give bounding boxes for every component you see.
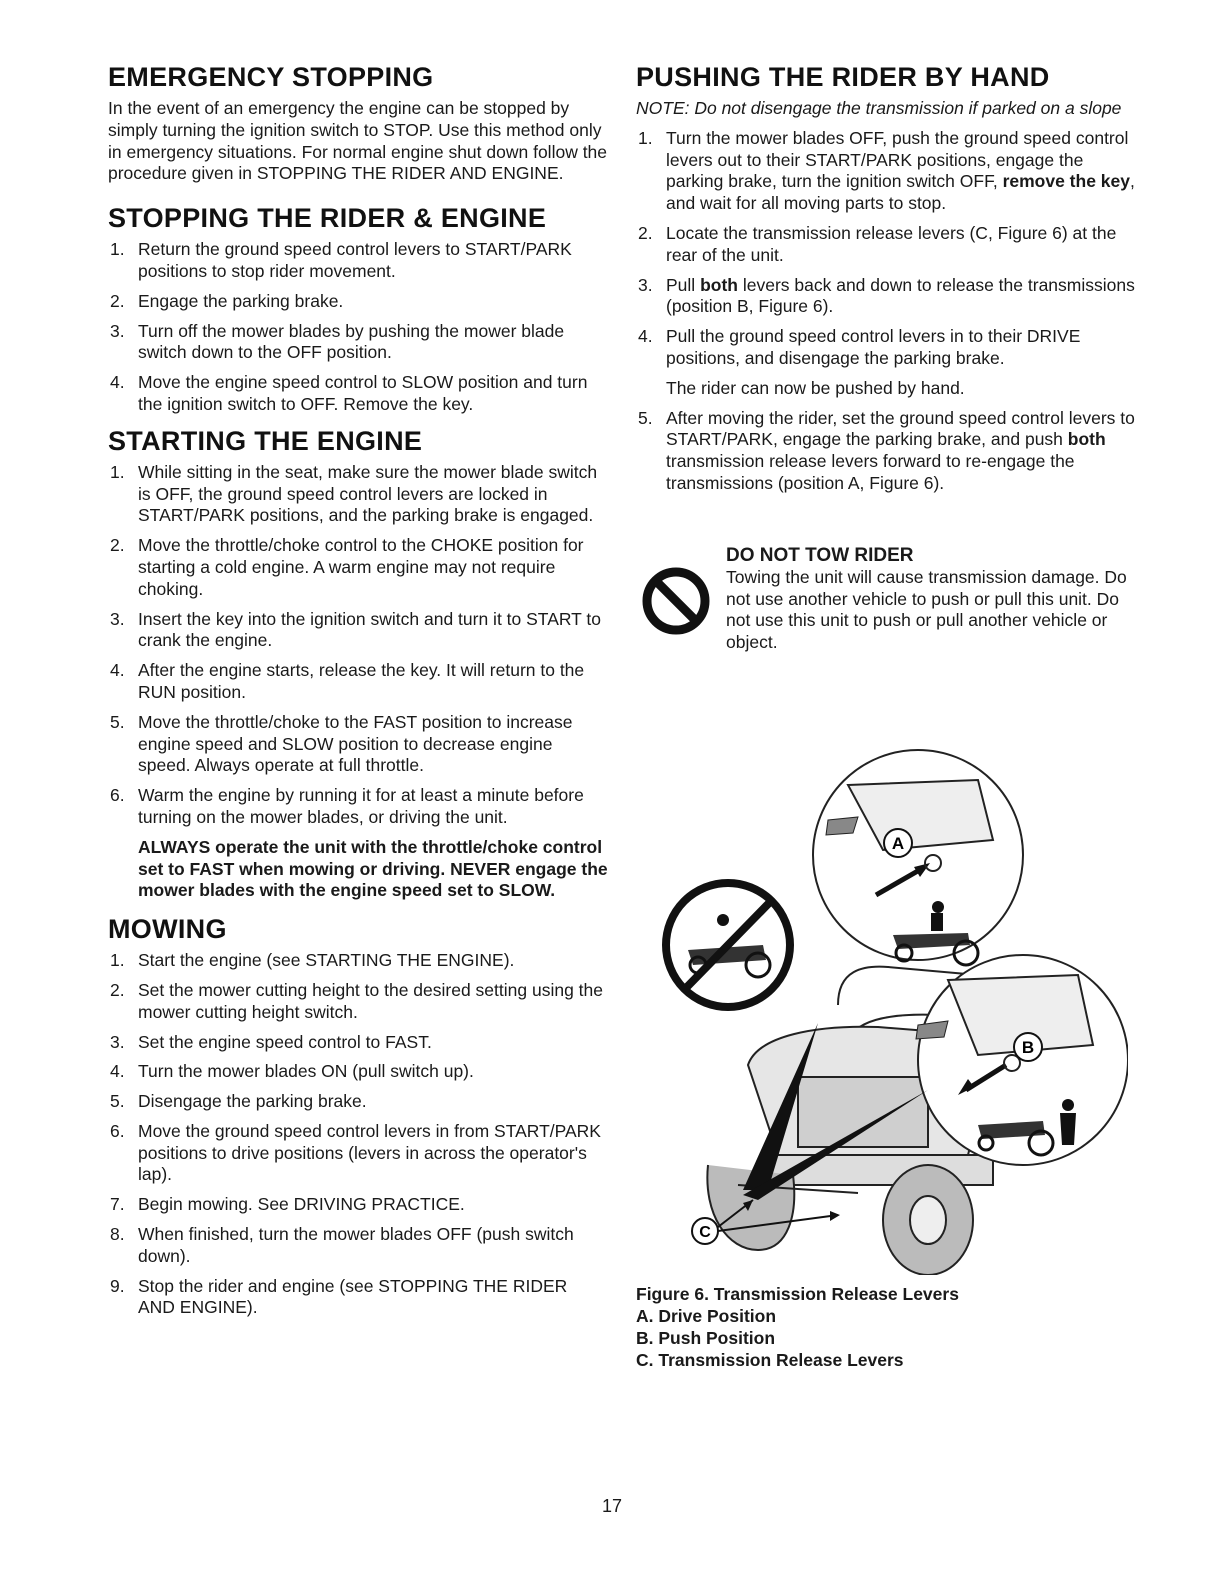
list-item: 3. Insert the key into the ignition switch and turn it to START to crank the engine. (110, 608, 602, 651)
caption-item-b: B. Push Position (636, 1328, 776, 1348)
list-item: 1. Start the engine (see STARTING THE ENGINE). (110, 950, 515, 971)
list-item: 2. Engage the parking brake. (110, 290, 344, 311)
stopping-heading: STOPPING THE RIDER & ENGINE (108, 203, 547, 234)
throttle-warning: ALWAYS operate the unit with the throttle/choke control set to FAST when mowing or driving. NEVER engage the mower blades with the engine speed set to SLOW. (138, 836, 608, 901)
caption-item-a: A. Drive Position (636, 1306, 777, 1326)
list-item: 4. Turn the mower blades ON (pull switch up). (110, 1061, 474, 1082)
pushing-note: NOTE: Do not disengage the transmission if parked on a slope (636, 98, 1122, 118)
list-item: 3. Pull both levers back and down to release the transmissions (position B, Figure 6). (638, 274, 1135, 317)
label-c: C (699, 1224, 711, 1241)
list-item: 5. After moving the rider, set the ground speed control levers to START/PARK, engage the parking brake, and push both transmission release levers forward to re-engage the transmissions (position A, Figure 6). (638, 407, 1135, 493)
list-item: 6. Move the ground speed control levers in from START/PARK positions to drive positions (levers in across the operator's lap). (110, 1120, 601, 1185)
list-item: 4. Pull the ground speed control levers in to their DRIVE positions, and disengage the parking brake. (638, 326, 1081, 368)
starting-heading: STARTING THE ENGINE (108, 425, 423, 456)
transmission-release-figure (648, 745, 1128, 1275)
list-item: 5. Disengage the parking brake. (110, 1091, 367, 1112)
pushing-steps-continued (636, 408, 1136, 495)
right-column (636, 62, 1136, 654)
list-item: 6. Warm the engine by running it for at least a minute before turning on the mower blades, or driving the unit. (110, 785, 584, 827)
emergency-stopping-body: In the event of an emergency the engine can be stopped by simply turning the ignition switch to STOP. Use this method only in emergency situations. For normal engine shut down follow the procedure given in STOPPING THE RIDER AND ENGINE. (108, 98, 608, 184)
label-b: B (1021, 1038, 1035, 1057)
no-towing-circle (666, 883, 790, 1007)
do-not-tow-warning (636, 545, 1136, 654)
list-item: 7. Begin mowing. See DRIVING PRACTICE. (110, 1194, 465, 1215)
caption-item-c: C. Transmission Release Levers (636, 1350, 904, 1370)
left-column (108, 62, 608, 1329)
list-item: 1. Return the ground speed control levers to START/PARK positions to stop rider movement. (110, 239, 572, 281)
list-item: 1. While sitting in the seat, make sure the mower blade switch is OFF, the ground speed control levers are locked in START/PARK positions, and the parking brake is engaged. (110, 461, 598, 526)
list-item: 4. Move the engine speed control to SLOW position and turn the ignition switch to OFF. Remove the key. (110, 372, 588, 414)
list-item: 9. Stop the rider and engine (see STOPPING THE RIDER AND ENGINE). (110, 1275, 568, 1318)
prohibition-icon (642, 567, 710, 635)
stopping-steps (108, 239, 608, 416)
list-item: 3. Turn off the mower blades by pushing the mower blade switch down to the OFF position. (110, 320, 565, 363)
list-item: 2. Move the throttle/choke control to the CHOKE position for starting a cold engine. A warm engine may not require choking. (110, 535, 584, 599)
list-item: 8. When finished, turn the mower blades OFF (push switch down). (110, 1224, 574, 1266)
mowing-heading: MOWING (108, 914, 227, 945)
list-item: 3. Set the engine speed control to FAST. (110, 1031, 432, 1052)
do-not-tow-title: DO NOT TOW RIDER (726, 544, 914, 566)
starting-steps (108, 462, 608, 829)
detail-circle-b (916, 955, 1128, 1165)
emergency-stopping-heading: EMERGENCY STOPPING (108, 62, 434, 92)
pushing-heading: PUSHING THE RIDER BY HAND (636, 62, 1050, 92)
list-item: 1. Turn the mower blades OFF, push the ground speed control levers out to their START/PARK positions, engage the parking brake, turn the ignition switch OFF, remove the key, and wait for all moving parts to stop. (638, 127, 1135, 214)
caption-title: Figure 6. Transmission Release Levers (636, 1284, 959, 1304)
list-item: 5. Move the throttle/choke to the FAST position to increase engine speed and SLOW position to decrease engine speed. Always operate at full throttle. (110, 711, 573, 776)
push-by-hand-note: The rider can now be pushed by hand. (666, 377, 965, 398)
list-item: 2. Locate the transmission release levers (C, Figure 6) at the rear of the unit. (638, 222, 1117, 265)
list-item: 4. After the engine starts, release the key. It will return to the RUN position. (110, 660, 585, 702)
do-not-tow-body: Towing the unit will cause transmission damage. Do not use another vehicle to push or pull this unit. Do not use this unit to push or pull another vehicle or object. (726, 566, 1127, 653)
label-a: A (891, 834, 905, 853)
page-number: 17 (601, 1496, 623, 1516)
pushing-steps (636, 128, 1136, 370)
detail-circle-a (813, 750, 1023, 965)
mowing-steps (108, 950, 608, 1319)
figure-caption (636, 1283, 1136, 1371)
list-item: 2. Set the mower cutting height to the desired setting using the mower cutting height switch. (110, 979, 604, 1022)
